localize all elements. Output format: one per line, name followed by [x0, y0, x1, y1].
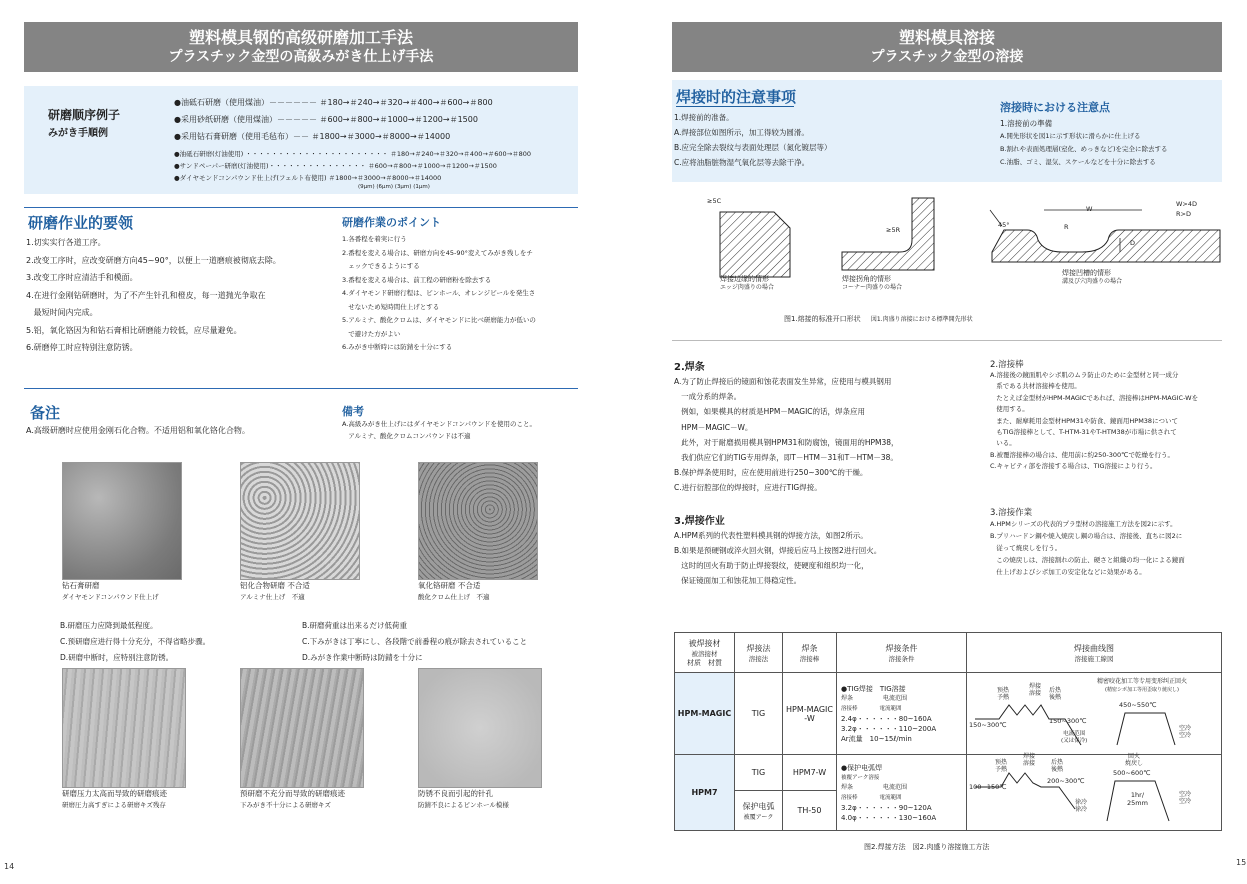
- caption-jp: コーナー肉盛りの場合: [842, 284, 903, 291]
- micron-row: (9μm) (6μm) (3μm) (1μm): [358, 184, 430, 190]
- header-text-jp: 溶接棒: [799, 654, 820, 663]
- list-item: 2.改变工序时，应改变研磨方向45~90°，以便上一道磨痕被彻底去除。: [26, 255, 281, 265]
- work-heading: 3.焊接作业: [674, 516, 725, 527]
- postheat-jp: 後熱: [1051, 766, 1064, 773]
- photo-caption-zh: 氧化铬研磨 不合适: [418, 581, 481, 590]
- conditions-head-jp: 溶接棒 電流範囲: [841, 794, 902, 801]
- note-item: B.应完全除去裂纹与表面处理层（氮化镀层等）: [674, 143, 832, 152]
- rod-line: 使用する。: [990, 405, 1029, 414]
- list-item: 6.研磨停工时应特别注意防锈。: [26, 343, 138, 352]
- weld-label: [1029, 683, 1041, 697]
- header-text-jp: 溶接条件: [888, 654, 915, 663]
- label-5r: ≥5R: [886, 226, 901, 234]
- photo-caption: [240, 580, 310, 602]
- rod-cell: HPM7-W: [783, 755, 837, 791]
- right-title-jp: プラスチック金型の溶接: [870, 49, 1024, 65]
- header-text-jp: 溶接施工線図: [1074, 654, 1114, 663]
- preheat-zh: 预热: [995, 759, 1008, 766]
- essentials-heading: 研磨作业的要领: [28, 214, 134, 232]
- air-cool-label: [1179, 725, 1191, 739]
- weld-zh: 焊接: [1023, 753, 1036, 760]
- remarks-jp-line: アルミナ、酸化クロムコンパウンドは不適: [342, 432, 471, 440]
- note-item: C.应将油脂脏物湿气氧化层等去除干净。: [674, 158, 810, 167]
- preheat-jp: 予熱: [995, 766, 1008, 773]
- sequence-list-jp: [174, 148, 531, 191]
- conditions-line: 3.2φ・・・・・・90~120A: [841, 803, 932, 812]
- header-text: 焊接法: [746, 643, 771, 653]
- conditions-cell: [837, 755, 967, 831]
- photo-caption-jp: 防錆不良によるピンホール模様: [418, 801, 509, 809]
- right-title-banner: [672, 22, 1222, 72]
- essentials-list: [26, 234, 281, 357]
- note-item: B.割れや表面処理層(窒化、めっきなど)を完全に除去する: [1000, 145, 1168, 153]
- fig1-caption-corner: [842, 274, 902, 292]
- preheat-zh: 预热: [997, 687, 1010, 694]
- rod-line: もTIG溶接棒として、T-HTM-31やT-HTM38が市場に供されて: [990, 428, 1177, 437]
- photo-caption-zh: 研磨压力太高而导致的研磨痕迹: [62, 789, 167, 798]
- sequence-item: ●ダイヤモンドコンパウンド仕上げ(フェルト布使用) ＃1800→＃3000→＃8000→＃14000: [174, 174, 442, 182]
- work-jp-text: [990, 518, 1185, 578]
- photo-caption-zh: 预研磨不充分而导致的研磨痕迹: [240, 789, 345, 798]
- method-zh: 保护电弧: [742, 801, 775, 811]
- postheat-label: [1051, 759, 1063, 773]
- list-item: 最短时间内完成。: [26, 308, 98, 317]
- photo-caption: [62, 788, 167, 810]
- curve-cell: [967, 755, 1222, 831]
- header-text-jp: 被溶接材: [691, 649, 718, 658]
- temper-note-jp: (精密シボ加工等用歪取り焼戻し): [1105, 687, 1179, 693]
- list-item: 5.铝，氧化铬因为和钻石膏相比研磨能力较低，应尽量避免。: [26, 325, 242, 335]
- welding-notes-jp: [1000, 117, 1168, 169]
- temp-postheat: 150~300℃: [1049, 717, 1087, 725]
- conditions-head: 焊条 电流范围: [841, 783, 908, 791]
- label-5c: ≥5C: [707, 197, 722, 205]
- rod-line: A.为了防止焊接后的镜面和蚀花表面发生异常，应使用与模具钢用: [674, 377, 892, 386]
- sequence-item: ●油砥石研磨(灯油使用) ・・・・・・・・・・・・・・・・・・・・・・ ＃180→＃240→＃320→＃400→＃600→＃800: [174, 150, 532, 158]
- right-title-zh: 塑料模具溶接: [898, 28, 995, 47]
- page-number: 14: [4, 862, 15, 871]
- photo-rust-pinholes: [418, 668, 542, 788]
- conditions-cell: [837, 673, 967, 755]
- method-cell: [735, 791, 783, 831]
- photo-prepolish-scratches: [240, 668, 364, 788]
- label-condition-w: W>4D: [1176, 200, 1198, 208]
- temp-temper: 500~600℃: [1113, 769, 1151, 777]
- caption-jp: エッジ肉盛りの場合: [720, 284, 774, 291]
- remarks-heading: 备注: [30, 404, 61, 422]
- note-item: C.下みがきは丁寧にし、各段階で前番程の痕が除去されていること: [302, 637, 528, 646]
- weld-jp: 溶接: [1029, 690, 1042, 697]
- conditions-title: ●保护电弧焊: [841, 763, 883, 772]
- temp-temper: 450~550℃: [1119, 701, 1157, 709]
- notes-zh: [60, 618, 210, 666]
- left-title-banner: [24, 22, 578, 72]
- preheat-label: [995, 759, 1007, 773]
- temp-postheat: 200~300℃: [1047, 777, 1085, 785]
- note-item: A.開先形状を図1に示す形状に滑らかに仕上げる: [1000, 132, 1141, 140]
- rod-cell: TH-50: [783, 791, 837, 831]
- temper-label: [1125, 753, 1143, 767]
- work-line: B.プリハードン鋼や焼入焼戻し鋼の場合は、溶接後、直ちに図2に: [990, 532, 1183, 540]
- temp-preheat: 150~300℃: [969, 721, 1007, 729]
- list-item: 3.番程を変える場合は、前工程の研磨粉を除去する: [342, 275, 492, 284]
- rod-heading: 2.焊条: [674, 362, 705, 373]
- material-cell: HPM-MAGIC: [675, 673, 735, 755]
- conditions-title: ●TIG焊接 TIG溶接: [841, 684, 906, 693]
- rod-line: B.保护焊条使用时，应在使用前进行250~300℃的干燥。: [674, 468, 868, 478]
- header-text: 焊接条件: [885, 643, 918, 653]
- rod-line: B.被覆溶接棒の場合は、使用前に約250-300℃で乾燥を行う。: [990, 450, 1174, 459]
- welding-notes-heading: 焊接时的注意事项: [676, 88, 797, 106]
- rod-line: HPM－MAGIC－W。: [674, 422, 753, 432]
- work-line: この焼戻しは、溶接割れの防止、硬さと組織の均一化による鏡面: [990, 556, 1185, 564]
- material-cell: HPM7: [675, 755, 735, 831]
- rod-cell: HPM-MAGIC -W: [783, 673, 837, 755]
- list-item: 1.切实实行各道工序。: [26, 238, 106, 247]
- header-text-jp: 溶接法: [748, 654, 769, 663]
- rod-line: たとえば金型材がHPM-MAGICであれば、溶接棒はHPM-MAGIC-Wを: [990, 393, 1199, 402]
- caption-jp: 溝及び穴肉盛りの場合: [1062, 278, 1123, 285]
- section-divider: [24, 388, 578, 389]
- photo-pressure-scratches: [62, 668, 186, 788]
- label-r: R: [1064, 223, 1069, 231]
- caption-zh: 焊接边缘的情形: [720, 275, 769, 283]
- list-item: 4.在进行金刚钻研磨时，为了不产生针孔和橙皮，每一道抛光争取在: [26, 290, 266, 300]
- sequence-item: ●采用砂纸研磨（使用煤油）－－－－－ ＃600→＃800→＃1000→＃1200→＃1500: [174, 115, 478, 124]
- air-cool-zh: 空冷: [1179, 725, 1192, 732]
- groove-weld-shape: [992, 230, 1220, 262]
- work-line: 従って焼戻しを行う。: [990, 544, 1062, 552]
- figure1-title-zh: 图1.熔接的标准开口形状: [784, 315, 861, 323]
- list-item: 2.番程を変える場合は、研磨方向を45-90°変えてみがき残しをチ: [342, 248, 533, 257]
- sequence-title-zh: 研磨顺序例子: [48, 108, 121, 122]
- label-condition: [1176, 199, 1197, 219]
- fig1-caption-edge: [720, 274, 774, 292]
- photo-caption-jp: 研磨圧力高すぎによる研磨キズ残存: [62, 801, 166, 809]
- curve-cell: [967, 673, 1222, 755]
- header-text: 焊接曲线图: [1074, 643, 1114, 653]
- figure1-groove-shapes: [672, 182, 1222, 332]
- notes-jp: [302, 618, 527, 666]
- work-line: 这时的回火有助于防止焊接裂纹，使硬度和组织均一化，: [674, 561, 869, 570]
- temper-note: [1097, 677, 1187, 695]
- caption-zh: 焊接拐角的情形: [842, 275, 891, 283]
- conditions-head: 焊条 电流范围: [841, 694, 908, 702]
- conditions-line: 2.4φ・・・・・・80~160A: [841, 714, 932, 723]
- rod-line: また、耐摩耗用金型材HPM31や防食、鏡面用HPM38について: [990, 416, 1178, 425]
- note-item: D.みがき作業中断時は防錆を十分に: [302, 653, 423, 662]
- figure1-title: [784, 314, 973, 325]
- remarks-jp-line: A.高級みがき仕上げにはダイヤモンドコンパウンドを使用のこと。: [342, 420, 537, 428]
- heading-underline: [676, 106, 794, 107]
- photo-alumina-polish: [240, 462, 360, 580]
- rod-text: [674, 374, 899, 496]
- note-item: B.研磨压力应降到最低程度。: [60, 621, 158, 630]
- photo-caption-jp: ダイヤモンドコンパウンド仕上げ: [62, 593, 159, 601]
- slow-cool-jp: 徐冷: [1075, 806, 1088, 813]
- sequence-item: ●采用钻石膏研磨（使用毛毡布）－－ ＃1800→＃3000→＃8000→＃14000: [174, 132, 451, 141]
- rod-line: C.进行衍腔部位的焊接时，应进行TIG焊接。: [674, 483, 822, 493]
- sequence-list-zh: [174, 94, 493, 145]
- photo-caption: [418, 580, 490, 602]
- sequence-title-jp: みがき手順例: [48, 128, 108, 139]
- edge-weld-shape: [720, 212, 790, 277]
- air-cool-jp: 空冷: [1179, 798, 1192, 805]
- conditions-title-jp: 被覆アーク溶接: [841, 774, 880, 781]
- rod-line: 例如，如果模具的材质是HPM－MAGIC的话，焊条应用: [674, 407, 866, 417]
- welding-notes-zh: [674, 110, 832, 170]
- current-jp: (又は保冷): [1061, 738, 1088, 744]
- postheat-jp: 後熱: [1049, 694, 1062, 701]
- photo-caption-zh: 钻石膏研磨: [62, 581, 100, 590]
- work-line: B.如果是预硬钢或淬火回火钢，焊接后应马上按图2进行回火。: [674, 546, 882, 555]
- air-cool-label: [1179, 791, 1191, 805]
- label-w: W: [1086, 205, 1093, 213]
- photo-chromium-oxide-polish: [418, 462, 538, 580]
- list-item: せないため短時間仕上げとする: [342, 302, 440, 311]
- air-cool-zh: 空冷: [1179, 791, 1192, 798]
- note-item: 1.溶接前の準備: [1000, 119, 1053, 128]
- note-item: A.焊接部位如图所示，加工得较为圆滑。: [674, 128, 809, 137]
- conditions-line: 3.2φ・・・・・・110~200A: [841, 724, 937, 733]
- air-cool-jp: 空冷: [1179, 732, 1192, 739]
- work-line: 仕上げおよびシボ加工の安定化などに効果がある。: [990, 568, 1146, 576]
- page-number: 15: [1236, 858, 1247, 867]
- work-line: A.HPMシリーズの代表的プラ型材の溶接施工方法を図2に示す。: [990, 520, 1177, 528]
- conditions-line: Ar流量 10~15ℓ/min: [841, 734, 912, 743]
- header-material: [675, 633, 735, 673]
- postheat-label: [1049, 687, 1061, 701]
- table-row: [675, 673, 1222, 755]
- photo-caption: [62, 580, 159, 602]
- postheat-zh: 后热: [1051, 759, 1064, 766]
- photo-caption-zh: 防锈不良而引起的针孔: [418, 789, 493, 798]
- sequence-item: ●サンドペーパー研磨(灯油使用)・・・・・・・・・・・・・・・ ＃600→＃800→＃1000→＃1200→＃1500: [174, 162, 497, 170]
- current-label: [1061, 731, 1087, 745]
- table-row: [675, 755, 1222, 791]
- list-item: 6.みがき中断時には防錆を十分にする: [342, 343, 453, 351]
- rod-jp-text: [990, 370, 1198, 473]
- list-item: 1.各番程を着実に行う: [342, 235, 407, 243]
- welding-notes-jp-heading: 溶接時における注意点: [1000, 101, 1110, 114]
- label-d: D: [1130, 239, 1136, 247]
- section-divider: [672, 340, 1222, 341]
- table-header-row: [675, 633, 1222, 673]
- rod-line: 一成分系的焊条。: [674, 392, 742, 402]
- left-page: [0, 0, 623, 884]
- slow-cool-label: [1075, 799, 1087, 813]
- note-item: C.预研磨应进行得十分充分，不得省略步骤。: [60, 637, 211, 646]
- caption-zh: 焊接凹槽的情形: [1062, 269, 1111, 277]
- photo-caption-zh: 铝化合物研磨 不合适: [240, 581, 310, 590]
- slow-cool-zh: 徐冷: [1075, 799, 1088, 806]
- list-item: ェックできるようにする: [342, 262, 420, 270]
- left-title-zh: 塑料模具钢的高级研磨加工手法: [188, 28, 413, 47]
- label-condition-r: R>D: [1176, 210, 1191, 218]
- left-title-jp: プラスチック金型の高級みがき仕上げ手法: [168, 49, 434, 65]
- photo-caption-jp: 酸化クロム仕上げ 不適: [418, 593, 490, 601]
- weld-zh: 焊接: [1029, 683, 1042, 690]
- temp-preheat: 100~150℃: [969, 783, 1007, 791]
- method-jp: 被覆アーク: [743, 813, 774, 821]
- figure1-title-jp: 図1.肉盛り溶接における標準開先形状: [870, 316, 973, 323]
- list-item: 4.ダイヤモンド研磨行程は、ピンホール、オレンジピールを発生さ: [342, 289, 536, 297]
- method-cell: TIG: [735, 673, 783, 755]
- note-item: C.油脂、ゴミ、湿気、スケールなどを十分に除去する: [1000, 158, 1156, 166]
- remarks-jp-heading: 備考: [342, 405, 364, 418]
- header-curve: [967, 633, 1222, 673]
- work-line: 保证镜面加工和蚀花加工得稳定性。: [674, 576, 802, 585]
- rod-jp-heading: 2.溶接棒: [990, 360, 1024, 370]
- sequence-item: ●油砥石研磨（使用煤油）－－－－－－ ＃180→＃240→＃320→＃400→＃600→＃800: [174, 98, 493, 107]
- right-page: [624, 0, 1247, 884]
- section-divider: [24, 207, 578, 208]
- list-item: で避けた方がよい: [342, 329, 401, 338]
- fig1-caption-groove: [1062, 268, 1122, 286]
- work-jp-heading: 3.溶接作業: [990, 508, 1033, 518]
- list-item: 3.改变工序时应清洁手和模面。: [26, 273, 138, 282]
- rod-line: いる。: [990, 439, 1016, 448]
- photo-diamond-polish: [62, 462, 182, 580]
- photo-caption-jp: 下みがき不十分による研磨キズ: [240, 801, 331, 809]
- weld-jp: 溶接: [1023, 760, 1036, 767]
- header-conditions: [837, 633, 967, 673]
- rod-line: 我们供应它们的TIG专用焊条，即T－HTM－31和T－HTM－38。: [674, 453, 898, 463]
- label-45-deg: 45°: [998, 221, 1010, 229]
- figure2-caption: 图2.焊接方法 図2.肉盛り溶接施工方法: [864, 843, 990, 851]
- remarks-text: A.高级研磨时应使用金刚石化合物。不适用铝和氧化铬化合物。: [26, 426, 250, 435]
- points-heading: 研磨作業のポイント: [342, 216, 441, 229]
- header-text: 被焊接材: [688, 638, 721, 648]
- conditions-head-jp: 溶接棒 電流範囲: [841, 705, 902, 712]
- temper-note-zh: 精密咬花加工等专用变形纠正回火: [1097, 678, 1188, 685]
- note-item: 1.焊接前的准备。: [674, 113, 734, 122]
- photo-caption-jp: アルミナ仕上げ 不適: [240, 593, 305, 601]
- points-list: [342, 233, 536, 355]
- note-item: B.研磨荷重は出来るだけ低荷重: [302, 621, 408, 630]
- list-item: 5.アルミナ、酸化クロムは、ダイヤモンドに比べ研磨能力が低いの: [342, 316, 536, 324]
- weld-label: [1023, 753, 1035, 767]
- photo-caption: [240, 788, 345, 810]
- rod-line: A.溶接後の鏡面肌やシボ肌のムラ防止のために金型材と同一成分: [990, 371, 1179, 379]
- conditions-line: 4.0φ・・・・・・130~160A: [841, 813, 937, 822]
- header-text: 焊条: [801, 643, 818, 653]
- temper-jp: 焼戻し: [1125, 760, 1144, 767]
- remarks-jp-text: [342, 418, 536, 442]
- current-zh: 电流范围: [1063, 731, 1086, 737]
- method-cell: TIG: [735, 755, 783, 791]
- preheat-jp: 予熱: [997, 694, 1010, 701]
- work-line: A.HPM系列的代表性塑料模具钢的焊接方法，如图2所示。: [674, 531, 868, 540]
- header-text-sub: 材质 材質: [687, 658, 722, 667]
- preheat-label: [997, 687, 1009, 701]
- welding-conditions-table: [674, 632, 1222, 831]
- header-rod: [783, 633, 837, 673]
- photo-caption: [418, 788, 509, 810]
- rod-line: 系である共材溶接棒を使用。: [990, 382, 1081, 391]
- temper-zh: 回火: [1128, 753, 1141, 760]
- work-text: [674, 528, 881, 588]
- postheat-zh: 后热: [1049, 687, 1062, 694]
- header-method: [735, 633, 783, 673]
- rod-line: C.キャビティ部を溶接する場合は、TIG溶接により行う。: [990, 462, 1157, 471]
- hold-time: 1hr/ 25mm: [1127, 791, 1148, 807]
- note-item: D.研磨中断时，应特别注意防锈。: [60, 653, 174, 662]
- rod-line: 此外，对于耐磨损用模具钢HPM31和防腐蚀，镜面用的HPM38，: [674, 437, 899, 447]
